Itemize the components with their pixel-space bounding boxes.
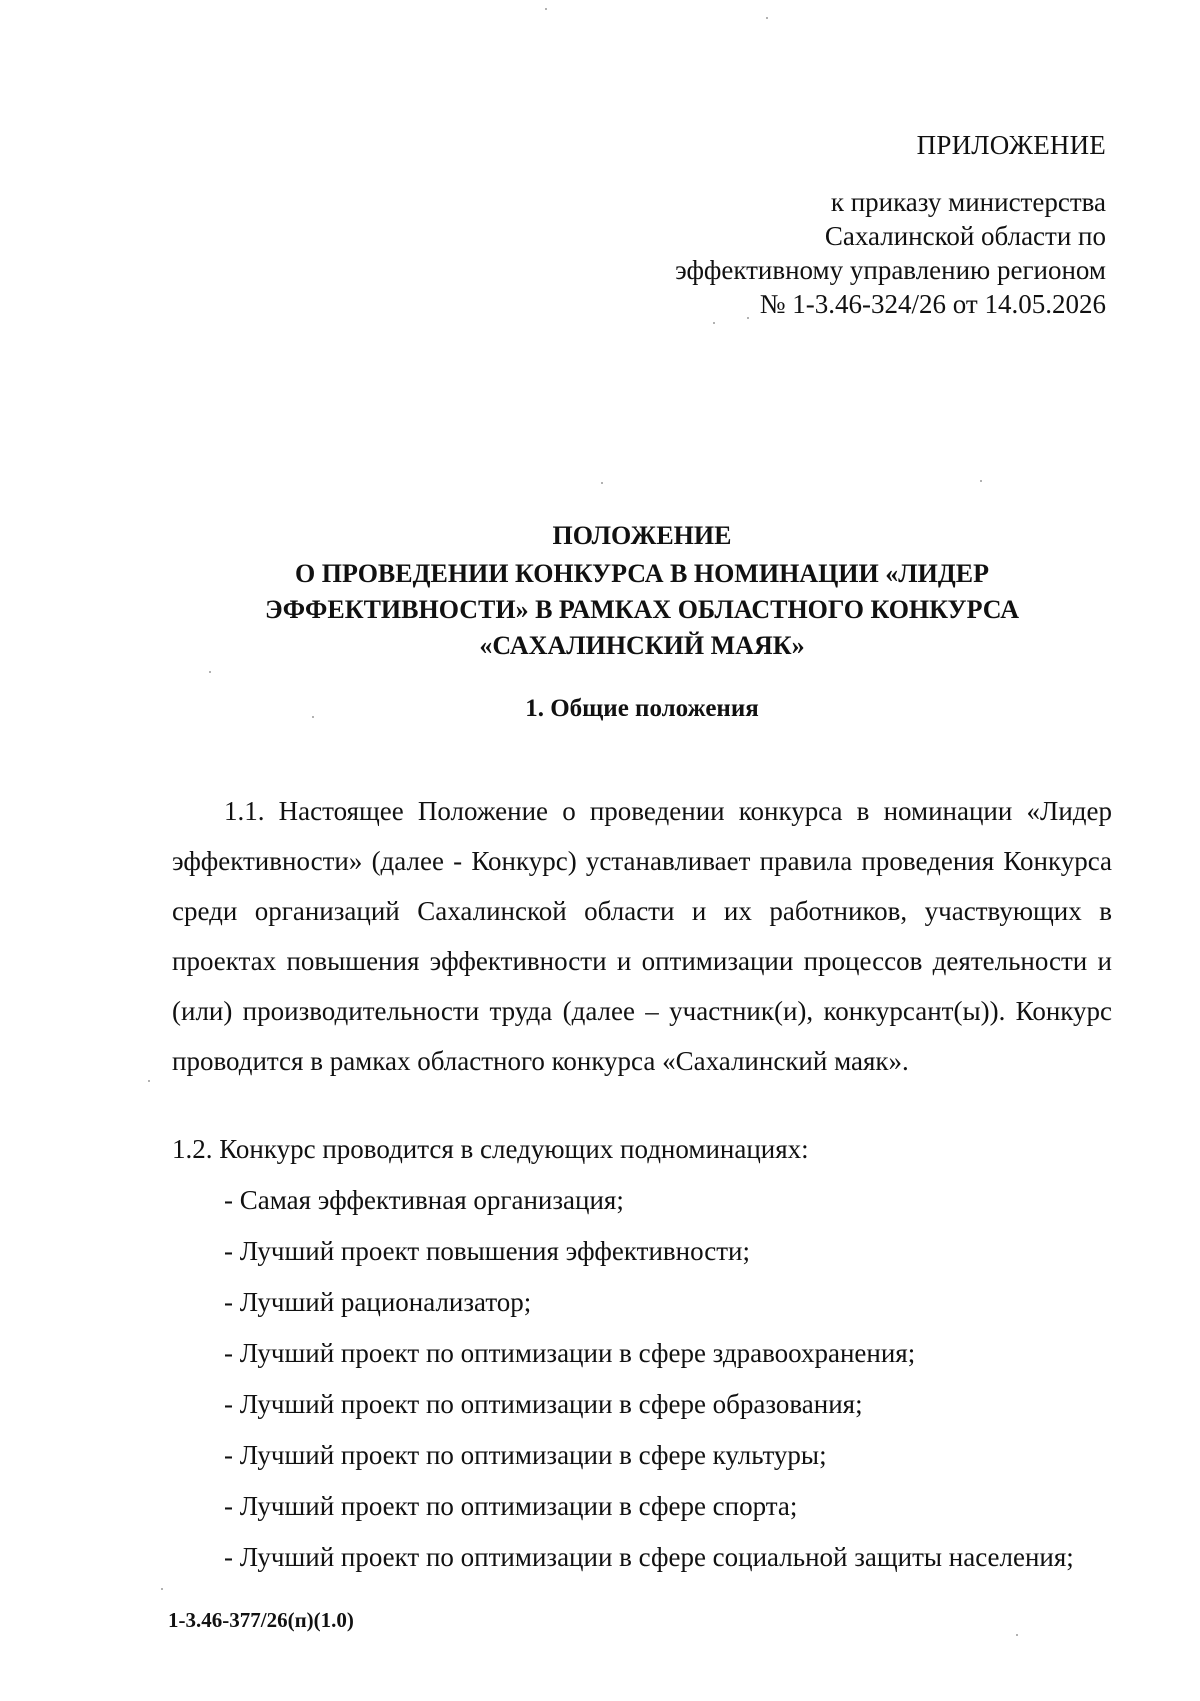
- scan-speck: [161, 1588, 163, 1590]
- subnomination-list: [172, 1124, 1074, 1583]
- title-line: ЭФФЕКТИВНОСТИ» В РАМКАХ ОБЛАСТНОГО КОНКУРСА: [264, 595, 1020, 624]
- paragraph-1-2: 1.2. Конкурс проводится в следующих подноминациях:: [172, 1134, 809, 1164]
- list-item: - Лучший проект по оптимизации в сфере культуры;: [224, 1440, 827, 1470]
- appendix-block: [675, 128, 1106, 321]
- appendix-order-number: № 1-3.46-324/26 от 14.05.2026: [759, 289, 1106, 319]
- title-line: О ПРОВЕДЕНИИ КОНКУРСА В НОМИНАЦИИ «ЛИДЕР: [295, 559, 989, 588]
- scan-speck: [209, 671, 211, 673]
- scan-speck: [980, 480, 982, 482]
- list-item: - Лучший рационализатор;: [224, 1287, 532, 1317]
- list-item: - Лучший проект по оптимизации в сфере образования;: [224, 1389, 863, 1419]
- appendix-heading: ПРИЛОЖЕНИЕ: [916, 130, 1106, 160]
- scan-speck: [545, 8, 547, 10]
- paragraph-1-1: 1.1. Настоящее Положение о проведении конкурса в номинации «Лидер эффективности» (далее - Конкурс) устанавливает правила проведения Конкурса среди организаций Сахалинской области и их работников, участвующих в проектах повышения эффективности и оптимизации процессов деятельности и (или) производительности труда (далее – участник(и), конкурсант(ы)). Конкурс проводится в рамках областного конкурса «Сахалинский маяк».: [172, 796, 1112, 1076]
- list-item: - Лучший проект повышения эффективности;: [224, 1236, 751, 1266]
- appendix-line: эффективному управлению регионом: [675, 255, 1106, 285]
- appendix-line: Сахалинской области по: [824, 221, 1106, 251]
- scan-speck: [601, 482, 603, 484]
- title-line: «САХАЛИНСКИЙ МАЯК»: [479, 631, 805, 660]
- list-item: - Лучший проект по оптимизации в сфере здравоохранения;: [224, 1338, 916, 1368]
- appendix-line: к приказу министерства: [830, 187, 1106, 217]
- list-item: - Лучший проект по оптимизации в сфере спорта;: [224, 1491, 798, 1521]
- scan-speck: [148, 1080, 150, 1082]
- scan-speck: [312, 716, 314, 718]
- footer-document-number: 1-3.46-377/26(п)(1.0): [168, 1608, 354, 1632]
- list-item: - Самая эффективная организация;: [224, 1185, 624, 1215]
- section-heading: 1. Общие положения: [525, 695, 759, 722]
- scan-speck: [713, 322, 715, 324]
- scan-speck: [747, 317, 749, 319]
- scan-speck: [1016, 1634, 1018, 1636]
- list-item: - Лучший проект по оптимизации в сфере социальной защиты населения;: [224, 1542, 1074, 1572]
- document-title: [170, 518, 1114, 664]
- title-line: ПОЛОЖЕНИЕ: [552, 521, 732, 550]
- scan-speck: [766, 17, 768, 19]
